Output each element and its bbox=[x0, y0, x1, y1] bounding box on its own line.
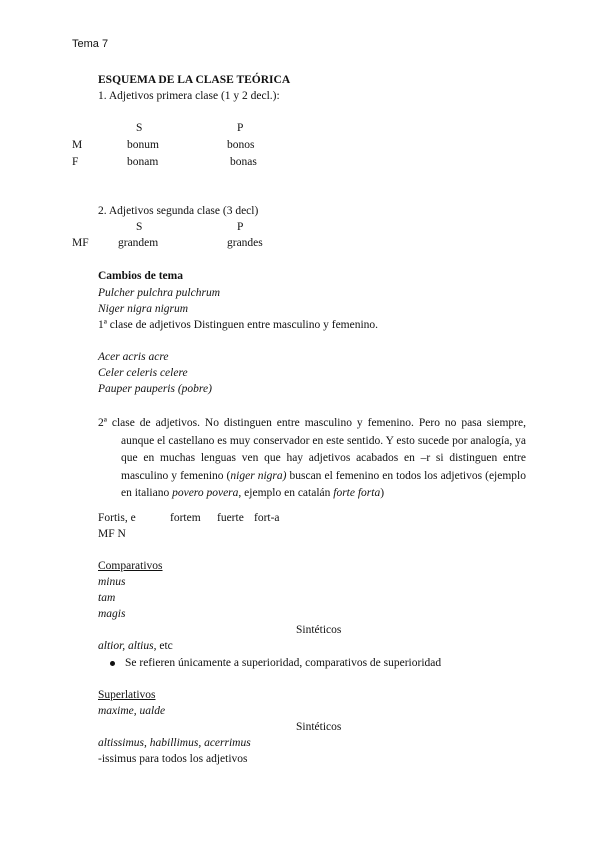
comparativos-sinteticos: Sintéticos bbox=[296, 624, 342, 636]
row-mf-label: MF bbox=[72, 237, 89, 249]
superlativos-rule: -issimus para todos los adjetivos bbox=[98, 753, 248, 765]
row-f-label: F bbox=[72, 156, 79, 168]
header-label: Tema 7 bbox=[72, 38, 109, 50]
section2-col-p: P bbox=[237, 221, 244, 233]
row-f-singular: bonam bbox=[127, 156, 159, 168]
row-m-plural: bonos bbox=[227, 139, 255, 151]
row-m-singular: bonum bbox=[127, 139, 159, 151]
para-italic-forte: forte forta bbox=[333, 487, 381, 499]
superlativo-maxime: maxime, ualde bbox=[98, 705, 166, 717]
para-text-4: ) bbox=[380, 487, 385, 499]
comparativos-bullet bbox=[110, 656, 441, 670]
example-niger: Niger nigra nigrum bbox=[98, 303, 189, 315]
para-text-1: 2ª clase de adjetivos. No distinguen entre masculino y femenino. Pero no pasa siempre, aunque el castellano es muy conservador en este sentido. Y esto sucede por analogía, ya que en muchas lenguas ven que hay adjetivos acabados en –r si distinguen entre masculino y femenino ( bbox=[98, 417, 526, 482]
fortis-word-2: fortem bbox=[170, 512, 201, 524]
comparativo-tam: tam bbox=[98, 592, 116, 604]
comparativos-bullet-text: Se refieren únicamente a superioridad, comparativos de superioridad bbox=[125, 657, 442, 669]
row-mf-plural: grandes bbox=[227, 237, 263, 249]
segunda-clase-paragraph bbox=[98, 415, 526, 503]
row-mf-singular: grandem bbox=[118, 237, 159, 249]
section1-col-p: P bbox=[237, 122, 244, 134]
comparativos-example-rest: , etc bbox=[153, 640, 173, 652]
section2-col-s: S bbox=[136, 221, 143, 233]
example-acer: Acer acris acre bbox=[98, 351, 169, 363]
example-pauper: Pauper pauperis (pobre) bbox=[98, 383, 212, 395]
section1-subtitle: 1. Adjetivos primera clase (1 y 2 decl.): bbox=[98, 90, 280, 102]
para-text-3: , ejemplo en catalán bbox=[238, 487, 334, 499]
para-italic-niger: niger nigra) bbox=[230, 469, 287, 482]
fortis-labels: MF N bbox=[98, 528, 126, 540]
fortis-word-3: fuerte bbox=[217, 512, 244, 524]
row-f-plural: bonas bbox=[230, 156, 257, 168]
section1-col-s: S bbox=[136, 122, 143, 134]
bullet-icon bbox=[110, 661, 115, 666]
section2-subtitle: 2. Adjetivos segunda clase (3 decl) bbox=[98, 205, 259, 217]
fortis-word-4: fort-a bbox=[254, 512, 280, 524]
note-primera-clase: 1ª clase de adjetivos Distinguen entre masculino y femenino. bbox=[98, 319, 379, 331]
example-pulcher: Pulcher pulchra pulchrum bbox=[98, 287, 221, 299]
superlativos-example: altissimus, habillimus, acerrimus bbox=[98, 737, 251, 749]
comparativos-example bbox=[98, 639, 173, 653]
para-text-2: buscan el femenino en todos los adjetivos (ejemplo en italiano bbox=[121, 469, 526, 499]
comparativos-heading: Comparativos bbox=[98, 560, 163, 572]
row-m-label: M bbox=[72, 139, 83, 151]
doc-title: ESQUEMA DE LA CLASE TEÓRICA bbox=[98, 74, 291, 86]
fortis-word-1: Fortis, e bbox=[98, 512, 136, 524]
comparativo-minus: minus bbox=[98, 576, 126, 588]
comparativos-example-italic: altior, altius bbox=[98, 640, 154, 652]
para-italic-povero: povero povera bbox=[172, 487, 239, 499]
cambios-heading: Cambios de tema bbox=[98, 270, 183, 282]
comparativo-magis: magis bbox=[98, 608, 126, 620]
superlativos-heading: Superlativos bbox=[98, 689, 156, 701]
superlativos-sinteticos: Sintéticos bbox=[296, 721, 342, 733]
example-celer: Celer celeris celere bbox=[98, 367, 188, 379]
